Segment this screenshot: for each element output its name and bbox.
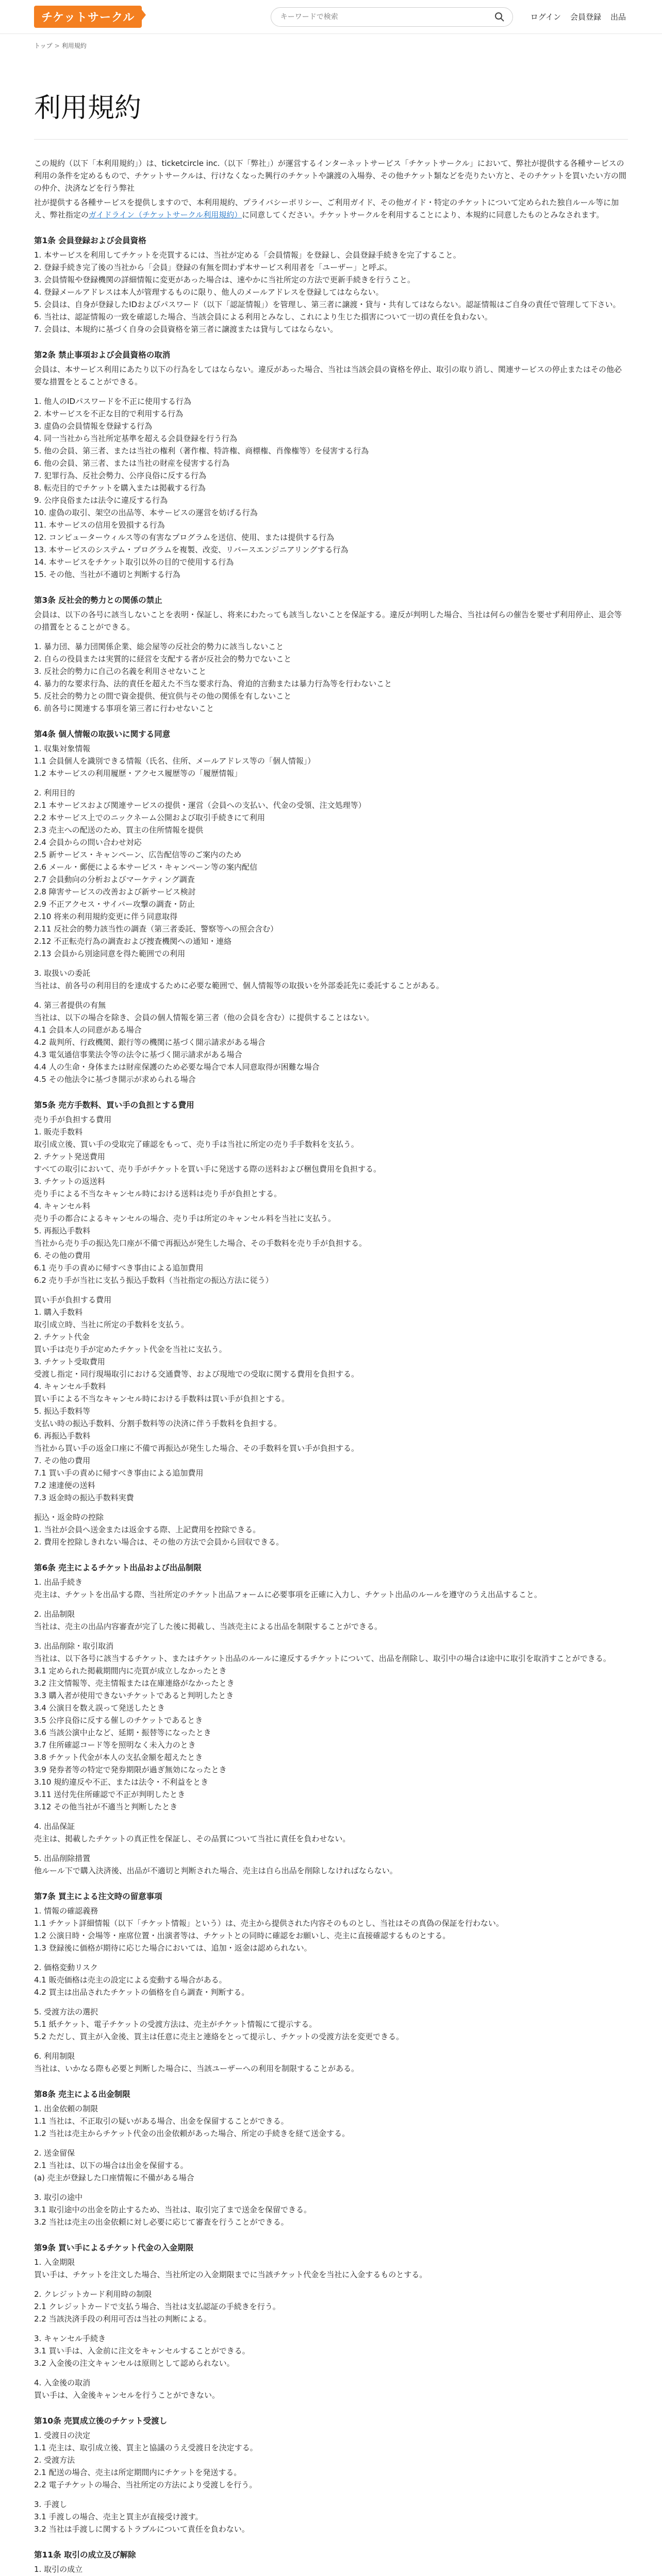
article-line: 3.12 その他当社が不適当と判断したとき <box>34 1802 178 1811</box>
article-line: 1. 本サービスを利用してチケットを売買するには、当社が定める「会員情報」を登録し、会員登録手続きを完了すること。 <box>34 250 461 260</box>
article-line: 6.1 売り手の責めに帰すべき事由による追加費用 <box>34 1263 204 1273</box>
article-spacer <box>34 1845 628 1852</box>
article-line: 2.2 当該決済手段の利用可否は当社の判断による。 <box>34 2314 211 2324</box>
article-line: 2.1 配送の場合、売主は所定期間内にチケットを発送する。 <box>34 2468 242 2477</box>
article-heading: 第4条 個人情報の取扱いに関する同意 <box>34 730 171 739</box>
article-heading: 第9条 買い手によるチケット代金の入金期限 <box>34 2243 194 2252</box>
article-spacer <box>34 2140 628 2147</box>
article-heading: 第6条 売主によるチケット出品および出品制限 <box>34 1563 202 1572</box>
article-line: 4.1 会員本人の同意がある場合 <box>34 1025 142 1035</box>
article-line: 2. 受渡方法 <box>34 2455 75 2465</box>
article-line: 1. 暴力団、暴力団関係企業、総会屋等の反社会的勢力に該当しないこと <box>34 642 284 651</box>
article-line: 1. 他人のIDパスワードを不正に使用する行為 <box>34 397 192 406</box>
article-line: 7.1 買い手の責めに帰すべき事由による追加費用 <box>34 1468 204 1478</box>
article-line: 2. チケット代金 <box>34 1332 90 1342</box>
article-line: 3.8 チケット代金が本人の支払金額を超えたとき <box>34 1753 203 1762</box>
article-heading: 第8条 売主による出金制限 <box>34 2090 130 2099</box>
guideline-link[interactable]: ガイドライン（チケットサークル利用規約） <box>88 210 242 219</box>
article-line: 5. 他の会員、第三者、または当社の権利（著作権、特許権、商標権、肖像権等）を侵害する行為 <box>34 446 369 455</box>
article-line: 当社から売り手の振込先口座が不備で再振込が発生した場合、その手数料を売り手が負担する。 <box>34 1239 367 1248</box>
article-line: 4.4 人の生命・身体または財産保護のため必要な場合で本人同意取得が困難な場合 <box>34 1062 320 1072</box>
terms-article <box>34 2088 628 2228</box>
article-line: 1.1 当社は、不正取引の疑いがある場合、出金を保留することができる。 <box>34 2116 289 2126</box>
article-line: 2. チケット発送費用 <box>34 1152 105 1161</box>
article-line: 3. 会員情報や登録機関の詳細情報に変更があった場合は、速やかに当社所定の方法で更新手続きを行うこと。 <box>34 275 415 284</box>
article-line: 6. 再振込手数料 <box>34 1431 91 1440</box>
article-line: 2.2 電子チケットの場合、当社所定の方法により受渡しを行う。 <box>34 2480 257 2489</box>
article-line: 2.4 会員からの問い合わせ対応 <box>34 838 142 847</box>
article-line: 当社から買い手の返金口座に不備で再振込が発生した場合、その手数料を買い手が負担する。 <box>34 1444 359 1453</box>
article-line: 3. 虚偽の会員情報を登録する行為 <box>34 421 153 431</box>
article-line: 2.5 新サービス・キャンペーン、広告配信等のご案内のため <box>34 850 242 859</box>
article-line: 1. 販売手数料 <box>34 1127 83 1137</box>
intro-line: 社が提供する各種サービスを提供しますので、本利用規約、プライバシーポリシー、ご利用ガイド、その他ガイド・特定のチケットについて定められた独自ルール等に加え、弊社指定のガイドライン（チケットサークル利用規約）に同意してください。チケットサークルを利用することにより、本規約に同意したものとみなされます。 <box>34 198 619 219</box>
breadcrumb <box>0 34 662 50</box>
site-header <box>0 0 662 34</box>
article-spacer <box>34 1504 628 1511</box>
article-heading: 第11条 取引の成立及び解除 <box>34 2550 136 2560</box>
article-line: 当社は、いかなる際も必要と判断した場合に、当該ユーザーへの利用を制限することがある。 <box>34 2064 359 2073</box>
article-line: 当社は、以下の場合を除き、会員の個人情報を第三者（他の会員を含む）に提供することはない。 <box>34 1013 374 1022</box>
article-line: 1.1 チケット詳細情報（以下「チケット情報」という）は、売主から提供された内容そのものとし、当社はその真偽の保証を行わない。 <box>34 1919 504 1928</box>
article-line: 3.6 当該公演中止など、延期・振替等になったとき <box>34 1728 211 1737</box>
article-line: 受渡し指定・同行現場取引における交通費等、および現地での受取に関する費用を負担する。 <box>34 1369 359 1379</box>
article-line: 会員は、以下の各号に該当しないことを表明・保証し、将来にわたっても該当しないことを保証する。違反が判明した場合、当社は何らの催告を要せず利用停止、退会等の措置をとることができる。 <box>34 610 622 632</box>
terms-articles <box>34 234 628 2576</box>
search-box <box>271 7 513 27</box>
article-line: 3.4 公演日を数え誤って発送したとき <box>34 1703 165 1713</box>
article-line: 9. 公序良俗または法令に違反する行為 <box>34 496 168 505</box>
article-spacer <box>34 992 628 999</box>
article-line: 3.1 定められた掲載期間内に売買が成立しなかったとき <box>34 1666 227 1675</box>
article-line: 2.9 不正アクセス・サイバー攻撃の調査・防止 <box>34 900 195 909</box>
article-line: 4.2 裁判所、行政機関、銀行等の機関に基づく開示請求がある場合 <box>34 1038 266 1047</box>
article-line: 3.5 公序良俗に反する催しのチケットであるとき <box>34 1716 203 1725</box>
article-line: 振込・返金時の控除 <box>34 1513 104 1522</box>
article-line: 6. 当社は、認証情報の一致を確認した場合、当該会員による利用とみなし、これにより生じた損害について一切の責任を負わない。 <box>34 312 492 321</box>
article-line: 4. 入金後の取消 <box>34 2378 91 2387</box>
article-line: 3.10 規約違反や不正、または法令・不利益をとき <box>34 1777 209 1787</box>
article-line: 4.3 電気通信事業法令等の法令に基づく開示請求がある場合 <box>34 1050 242 1059</box>
terms-article <box>34 2549 628 2576</box>
article-line: 3. チケット受取費用 <box>34 1357 105 1366</box>
article-line: 3.1 買い手は、入金前に注文をキャンセルすることができる。 <box>34 2346 250 2355</box>
article-line: 5.2 ただし、買主が入金後、買主は任意に売主と連絡をとって提示し、チケットの受渡方法を変更できる。 <box>34 2032 404 2041</box>
terms-article <box>34 2242 628 2401</box>
article-spacer <box>34 1633 628 1640</box>
article-line: 売り手の都合によるキャンセルの場合、売り手は所定のキャンセル料を当社に支払う。 <box>34 1214 336 1223</box>
article-line: 2. 自らの役員または実質的に経営を支配する者が反社会的勢力でないこと <box>34 654 292 664</box>
article-line: 1.1 売主は、取引成立後、買主と協議のうえ受渡日を決定する。 <box>34 2443 258 2452</box>
article-line: 14. 本サービスをチケット取引以外の目的で使用する行為 <box>34 557 234 567</box>
article-line: 2.12 不正転売行為の調査および捜査機関への通知・連絡 <box>34 937 232 946</box>
article-spacer <box>34 1286 628 1294</box>
article-line: 12. コンピューターウィルス等の有害なプログラムを送信、使用、または提供する行為 <box>34 533 335 542</box>
header-nav <box>531 11 626 22</box>
article-heading: 第5条 売方手数料、買い手の負担とする費用 <box>34 1100 194 1110</box>
article-line: 支払い時の振込手数料、分割手数料等の決済に伴う手数料を負担する。 <box>34 1419 282 1428</box>
article-line: 2.11 反社会的勢力該当性の調査（第三者委託、警察等への照会含む） <box>34 924 278 934</box>
article-line: 4. 同一当社から当社所定基準を超える会員登録を行う行為 <box>34 434 238 443</box>
article-spacer <box>34 1954 628 1961</box>
terms-article <box>34 234 628 335</box>
article-line: 3.2 入金後の注文キャンセルは原則として認められない。 <box>34 2359 235 2368</box>
article-heading: 第1条 会員登録および会員資格 <box>34 236 146 245</box>
site-logo[interactable]: チケットサークル <box>34 6 142 28</box>
article-line: 2. 登録手続き完了後の当社から「会員」登録の有無を問わず本サービス利用者を「ユーザー」と呼ぶ。 <box>34 263 392 272</box>
article-spacer <box>34 1813 628 1820</box>
article-line: 当社は、売主の出品内容審査が完了した後に掲載し、当該売主による出品を制限することができる。 <box>34 1622 383 1631</box>
article-line: 1. 取引の成立 <box>34 2565 83 2574</box>
login-link[interactable]: ログイン <box>530 12 561 22</box>
article-spacer <box>34 2281 628 2288</box>
article-spacer <box>34 779 628 787</box>
article-line: 4. 暴力的な要求行為、法的責任を超えた不当な要求行為、脅迫的言動または暴力行為等を行わないこと <box>34 679 392 688</box>
article-line: 2. 費用を控除しきれない場合は、その他の方法で会員から回収できる。 <box>34 1537 284 1547</box>
article-line: 4. キャンセル料 <box>34 1201 91 1211</box>
article-heading: 第10条 売買成立後のチケット受渡し <box>34 2416 168 2426</box>
article-spacer <box>34 2491 628 2498</box>
article-line: 3.7 住所確認コード等を照明なく未入力のとき <box>34 1740 196 1750</box>
article-line: 3.2 注文情報等、売主情報または在庫連絡がなかったとき <box>34 1679 235 1688</box>
article-line: 1. 当社が会員へ送金または返金する際、上記費用を控除できる。 <box>34 1525 261 1534</box>
article-line: 5. 反社会的勢力との間で資金提供、便宜供与その他の関係を有しないこと <box>34 691 292 701</box>
article-line: 2.1 当社は、以下の場合は出金を保留する。 <box>34 2161 188 2170</box>
article-spacer <box>34 388 628 395</box>
article-line: 15. その他、当社が不適切と判断する行為 <box>34 570 180 579</box>
article-line: 8. 転売目的でチケットを購入または掲載する行為 <box>34 483 206 493</box>
article-line: 当社は、前各号の利用目的を達成するために必要な範囲で、個人情報等の取扱いを外部委託先に委託することがある。 <box>34 981 444 990</box>
article-line: 2. 利用目的 <box>34 788 75 798</box>
article-line: 買い手は、チケットを注文した場合、当社所定の入金期限までに当該チケット代金を当社に入金するものとする。 <box>34 2270 427 2279</box>
search-input[interactable] <box>271 7 513 27</box>
article-line: 売り手による不当なキャンセル時における送料は売り手が負担とする。 <box>34 1189 282 1198</box>
article-line: 7.3 返金時の振込手数料実費 <box>34 1493 134 1502</box>
article-line: すべての取引において、売り手がチケットを買い手に発送する際の送料および梱包費用を負担する。 <box>34 1164 382 1174</box>
article-line: 2. 価格変動リスク <box>34 1963 98 1972</box>
article-line: 買い手が負担する費用 <box>34 1295 112 1304</box>
article-line: 取引成立時、当社に所定の手数料を支払う。 <box>34 1320 189 1329</box>
article-line: 当社は、以下各号に該当するチケット、またはチケット出品のルールに違反するチケットについて、出品を削除し、取引中の場合は途中に取引を取消すことができる。 <box>34 1654 611 1663</box>
article-line: 5. 再振込手数料 <box>34 1226 91 1235</box>
article-line: 4. 登録メールアドレスは本人が管理するものに限り、他人のメールアドレスを登録してはならない。 <box>34 287 384 297</box>
sell-link[interactable]: 出品 <box>610 12 626 22</box>
article-line: 2. 本サービスを不正な目的で利用する行為 <box>34 409 184 418</box>
article-heading: 第3条 反社会的勢力との関係の禁止 <box>34 596 162 605</box>
article-line: 買い手は、入金後キャンセルを行うことができない。 <box>34 2391 220 2400</box>
article-line: 売主は、掲載したチケットの真正性を保証し、その品質について当社に責任を負わせない。 <box>34 1834 351 1843</box>
article-line: 売り手が負担する費用 <box>34 1115 112 1124</box>
article-line: 4.5 その他法令に基づき開示が求められる場合 <box>34 1075 196 1084</box>
article-line: 1. 受渡日の決定 <box>34 2431 91 2440</box>
article-line: 4.2 買主は出品されたチケットの価格を自ら調査・判断する。 <box>34 1988 250 1997</box>
article-line: 1.2 公演日時・会場等・座席位置・出演者等は、チケットとの同時に確認をお願いし、売主に直接確認するものとする。 <box>34 1931 451 1940</box>
article-line: 3. 反社会的勢力に自己の名義を利用させないこと <box>34 667 207 676</box>
article-line: 7. 会員は、本規約に基づく自身の会員資格を第三者に譲渡または貸与してはならない。 <box>34 325 338 334</box>
article-line: 2.2 本サービス上でのニックネーム公開および取引手続きにて利用 <box>34 813 265 822</box>
article-line: 5. 受渡方法の選択 <box>34 2007 98 2016</box>
terms-article <box>34 1562 628 1877</box>
article-line: 3.11 送付先住所確認で不正が判明したとき <box>34 1790 186 1799</box>
article-line: 3. チケットの返送料 <box>34 1177 105 1186</box>
article-line: 買い手は売り手が定めたチケット代金を当社に支払う。 <box>34 1345 227 1354</box>
article-line: 1.2 本サービスの利用履歴・アクセス履歴等の「履歴情報」 <box>34 769 242 778</box>
article-line: 2.3 売主への配送のため、買主の住所情報を提供 <box>34 825 204 835</box>
article-line: 4.1 販売価格は売主の設定による変動する場合がある。 <box>34 1975 227 1985</box>
article-line: 2.1 本サービスおよび関連サービスの提供・運営（会員への支払い、代金の受領、注文処理等） <box>34 801 366 810</box>
article-spacer <box>34 2043 628 2050</box>
article-line: 5. 会員は、自身が登録したIDおよびパスワード（以下「認証情報」）を管理し、第三者に譲渡・貸与・共有してはならない。認証情報はご自身の責任で管理して下さい。 <box>34 300 621 309</box>
article-line: 5. 出品削除措置 <box>34 1854 91 1863</box>
article-line: 6. 利用制限 <box>34 2052 75 2061</box>
article-line: 3. 取引の途中 <box>34 2193 83 2202</box>
article-line: 4. 出品保証 <box>34 1822 75 1831</box>
breadcrumb-home[interactable]: トップ <box>34 42 53 49</box>
article-line: 3. 出品削除・取引取消 <box>34 1641 114 1651</box>
breadcrumb-separator: > <box>54 42 60 49</box>
article-line: 1. 収集対象情報 <box>34 744 91 753</box>
article-line: 3.9 発券者等の特定で発券期限が過ぎ無効になったとき <box>34 1765 227 1774</box>
article-line: 会員は、本サービス利用にあたり以下の行為をしてはならない。違反があった場合、当社は当該会員の資格を停止、取引の取り消し、関連サービスの停止またはその他必要な措置をとることができる。 <box>34 365 622 386</box>
article-line: 3.1 手渡しの場合、売主と買主が直接受け渡す。 <box>34 2512 203 2521</box>
article-spacer <box>34 960 628 967</box>
article-line: (a) 売主が登録した口座情報に不備がある場合 <box>34 2173 194 2182</box>
article-spacer <box>34 2184 628 2191</box>
article-line: 1.2 当社は売主からチケット代金の出金依頼があった場合、所定の手続きを経て送金する。 <box>34 2129 350 2138</box>
article-line: 1.3 登録後に価格が期待に応じた場合においては、追加・返金は認められない。 <box>34 1943 312 1953</box>
terms-article <box>34 1099 628 1548</box>
article-line: 売主は、チケットを出品する際、当社所定のチケット出品フォームに必要事項を正確に入力し、チケット出品のルールを遵守のうえ出品すること。 <box>34 1590 542 1599</box>
article-line: 6. その他の費用 <box>34 1251 91 1260</box>
article-line: 2.7 会員動向の分析およびマーケティング調査 <box>34 875 195 884</box>
terms-article <box>34 349 628 581</box>
register-link[interactable]: 会員登録 <box>570 12 601 22</box>
article-line: 3.1 取引途中の出金を防止するため、当社は、取引完了まで送金を保留できる。 <box>34 2205 312 2214</box>
intro-line: この規約（以下「本利用規約」）は、ticketcircle inc.（以下「弊社」）が運営するインターネットサービス「チケットサークル」において、弊社が提供する各種サービスの利用の条件を定めるもので、チケットサークルは、行けなくなった興行のチケットや譲渡の入場券、その他チケット類などを売りたい方と、そのチケットを買いたい方の間の仲介、決済などを行う弊社 <box>34 159 626 193</box>
article-line: 7. 犯罪行為、反社会勢力、公序良俗に反する行為 <box>34 471 207 480</box>
article-line: 2.8 障害サービスの改善および新サービス検討 <box>34 887 196 896</box>
intro-text <box>34 157 628 221</box>
article-spacer <box>34 1601 628 1608</box>
article-line: 4. キャンセル手数料 <box>34 1382 106 1391</box>
article-spacer <box>34 2369 628 2377</box>
article-line: 2. 出品制限 <box>34 1609 75 1619</box>
article-heading: 第7条 買主による注文時の留意事項 <box>34 1892 162 1901</box>
article-line: 1. 購入手数料 <box>34 1308 83 1317</box>
article-line: 7. その他の費用 <box>34 1456 91 1465</box>
article-line: 2.13 会員から別途同意を得た範囲での利用 <box>34 949 186 958</box>
article-spacer <box>34 633 628 640</box>
article-line: 5. 振込手数料等 <box>34 1406 91 1416</box>
article-line: 2.6 メール・郵便による本サービス・キャンペーン等の案内配信 <box>34 862 258 872</box>
breadcrumb-current: 利用規約 <box>61 42 87 49</box>
article-line: 4. 第三者提供の有無 <box>34 1001 106 1010</box>
terms-article <box>34 594 628 715</box>
article-line: 5.1 紙チケット、電子チケットの受渡方法は、売主がチケット情報にて提示する。 <box>34 2020 317 2029</box>
article-line: 3.3 購入者が使用できないチケットであると判明したとき <box>34 1691 234 1700</box>
article-line: 3. 手渡し <box>34 2500 68 2509</box>
article-line: 他ルール下で購入決済後、出品が不適切と判断された場合、売主は自ら出品を削除しなければならない。 <box>34 1866 398 1875</box>
article-line: 1. 出品手続き <box>34 1578 83 1587</box>
article-heading: 第2条 禁止事項および会員資格の取消 <box>34 350 171 360</box>
article-line: 3. 取扱いの委託 <box>34 969 91 978</box>
page-title: 利用規約 <box>34 50 628 140</box>
article-line: 取引成立後、買い手の受取完了確認をもって、売り手は当社に所定の売り手手数料を支払う。 <box>34 1140 359 1149</box>
article-line: 13. 本サービスのシステム・プログラムを複製、改変、リバースエンジニアリングする行為 <box>34 545 349 554</box>
search-icon[interactable] <box>494 12 505 22</box>
article-line: 1.1 会員個人を識別できる情報（氏名、住所、メールアドレス等の「個人情報」） <box>34 756 316 766</box>
terms-article <box>34 1890 628 2075</box>
main-content <box>0 50 662 2576</box>
article-line: 1. 入金期限 <box>34 2258 75 2267</box>
article-line: 7.2 速達便の送料 <box>34 1481 95 1490</box>
article-line: 買い手による不当なキャンセル時における手数料は買い手が負担とする。 <box>34 1394 290 1403</box>
article-line: 2. クレジットカード利用時の制限 <box>34 2290 152 2299</box>
article-line: 11. 本サービスの信用を毀損する行為 <box>34 520 165 530</box>
article-spacer <box>34 2325 628 2332</box>
article-line: 2.10 将来の利用規約変更に伴う同意取得 <box>34 912 178 921</box>
article-spacer <box>34 1998 628 2006</box>
article-line: 10. 虚偽の取引、架空の出品等、本サービスの運営を妨げる行為 <box>34 508 258 517</box>
article-line: 1. 情報の確認義務 <box>34 1906 98 1916</box>
article-line: 6.2 売り手が当社に支払う振込手数料（当社指定の振込方法に従う） <box>34 1276 273 1285</box>
article-line: 3.2 当社は手渡しに関するトラブルについて責任を負わない。 <box>34 2524 250 2534</box>
article-line: 2. 送金留保 <box>34 2148 75 2158</box>
article-line: 3. キャンセル手続き <box>34 2334 106 2343</box>
article-line: 1. 出金依頼の制限 <box>34 2104 98 2113</box>
article-line: 6. 他の会員、第三者、または当社の財産を侵害する行為 <box>34 459 230 468</box>
terms-article <box>34 728 628 1086</box>
article-line: 6. 前各号に関連する事項を第三者に行わせないこと <box>34 704 214 713</box>
terms-article <box>34 2415 628 2535</box>
article-line: 2.1 クレジットカードで支払う場合、当社は支払認証の手続きを行う。 <box>34 2302 280 2311</box>
article-line: 3.2 当社は売主の出金依頼に対し必要に応じて審査を行うことができる。 <box>34 2217 289 2227</box>
